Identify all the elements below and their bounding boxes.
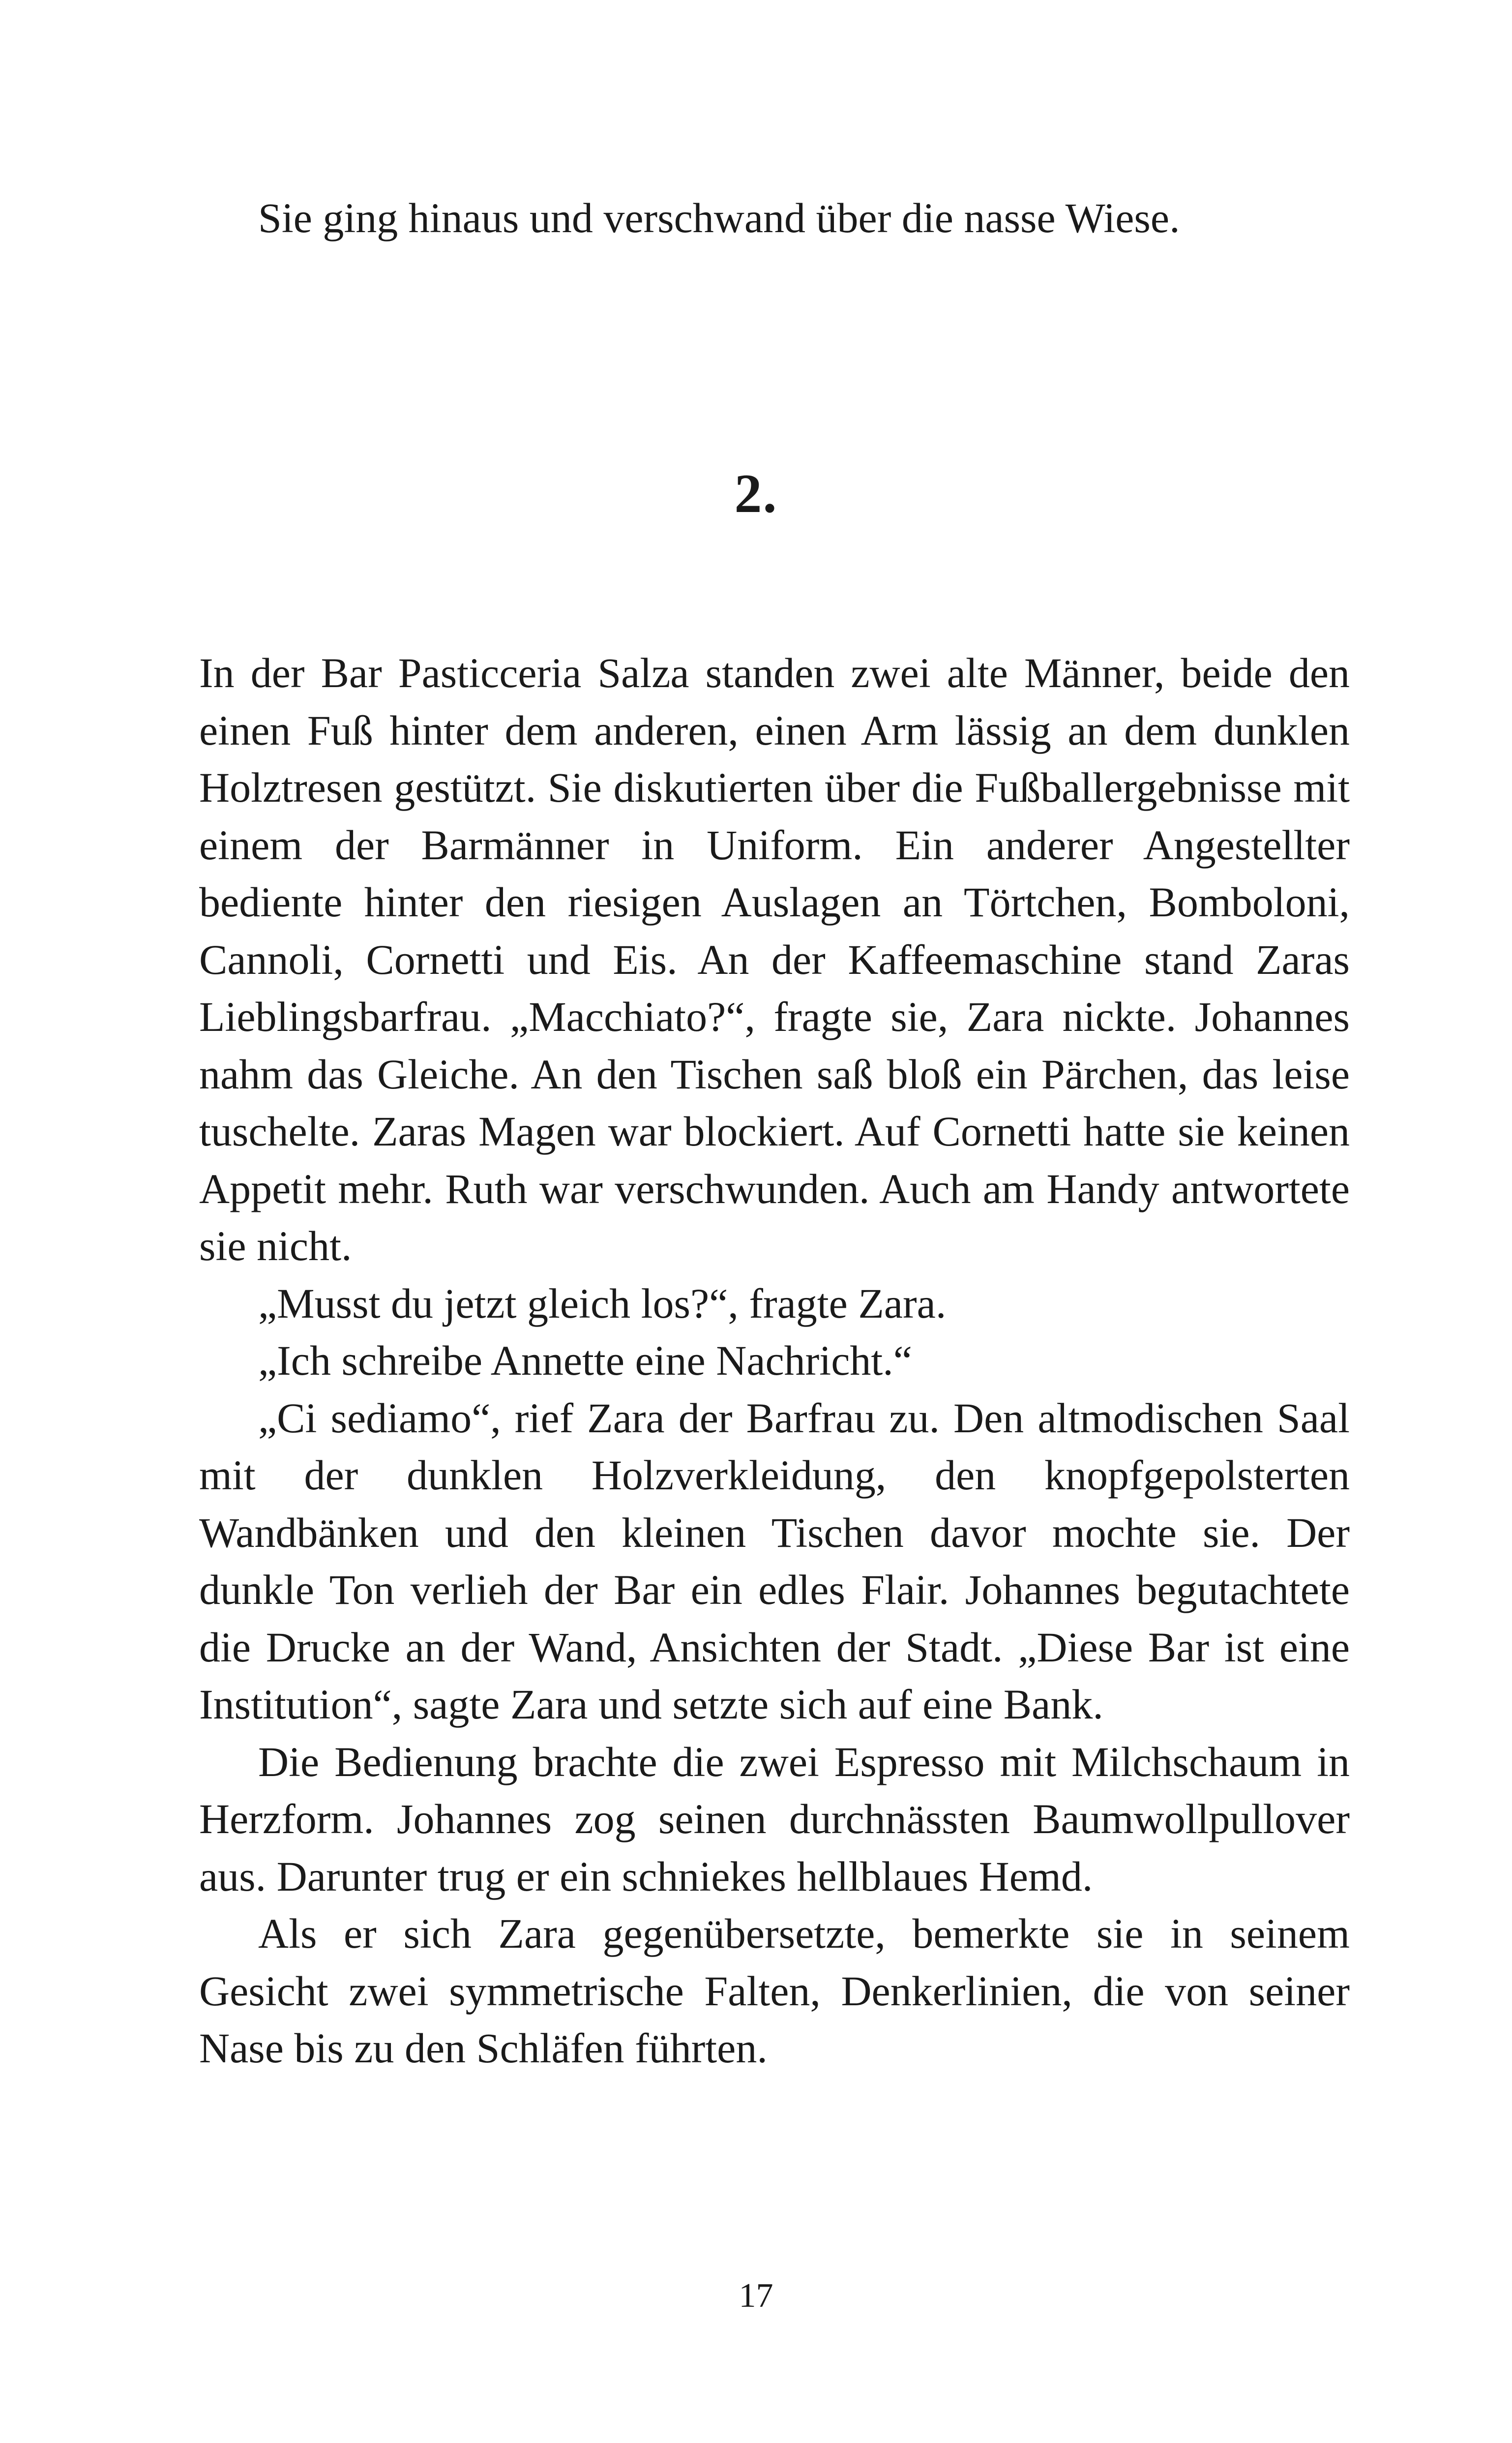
chapter-body [199, 644, 1350, 2077]
opening-line: Sie ging hinaus und verschwand über die nasse Wiese. [258, 194, 1180, 241]
paragraph: „Musst du jetzt gleich los?“, fragte Zara. [258, 1279, 947, 1327]
paragraph: In der Bar Pasticceria Salza standen zwei alte Männer, beide den einen Fuß hinter dem anderen, einen Arm lässig an dem dunklen Holztresen gestützt. Sie diskutierten über die Fußballergebnisse mit einem der Barmänner in Uniform. Ein anderer Angestellter bediente hinter den riesigen Auslagen an Törtchen, Bomboloni, Cannoli, Cornetti und Eis. An der Kaffeemaschine stand Zaras Lieblingsbarfrau. „Macchiato?“, fragte sie, Zara nickte. Johannes nahm das Gleiche. An den Tischen saß bloß ein Pärchen, das leise tuschelte. Zaras Magen war blockiert. Auf Cornetti hatte sie keinen Appetit mehr. Ruth war verschwunden. Auch am Handy antwortete sie nicht. [199, 649, 1350, 1269]
paragraph: „Ich schreibe Annette eine Nachricht.“ [258, 1337, 912, 1384]
chapter-heading: 2. [734, 463, 778, 524]
paragraph: Als er sich Zara gegenübersetzte, bemerkte sie in seinem Gesicht zwei symmetrische Falten, Denkerlinien, die von seiner Nase bis zu den Schläfen führten. [199, 1910, 1350, 2072]
paragraph: „Ci sediamo“, rief Zara der Barfrau zu. Den altmodischen Saal mit der dunklen Holzverkleidung, den knopfgepolsterten Wandbänken und den kleinen Tischen davor mochte sie. Der dunkle Ton verlieh der Bar ein edles Flair. Johannes begutachtete die Drucke an der Wand, Ansichten der Stadt. „Diese Bar ist eine Institution“, sagte Zara und setzte sich auf eine Bank. [199, 1394, 1350, 1728]
page-number: 17 [739, 2277, 773, 2315]
paragraph: Die Bedienung brachte die zwei Espresso mit Milchschaum in Herzform. Johannes zog seinen durchnässten Baumwollpullover aus. Darunter trug er ein schniekes hellblaues Hemd. [199, 1738, 1350, 1900]
